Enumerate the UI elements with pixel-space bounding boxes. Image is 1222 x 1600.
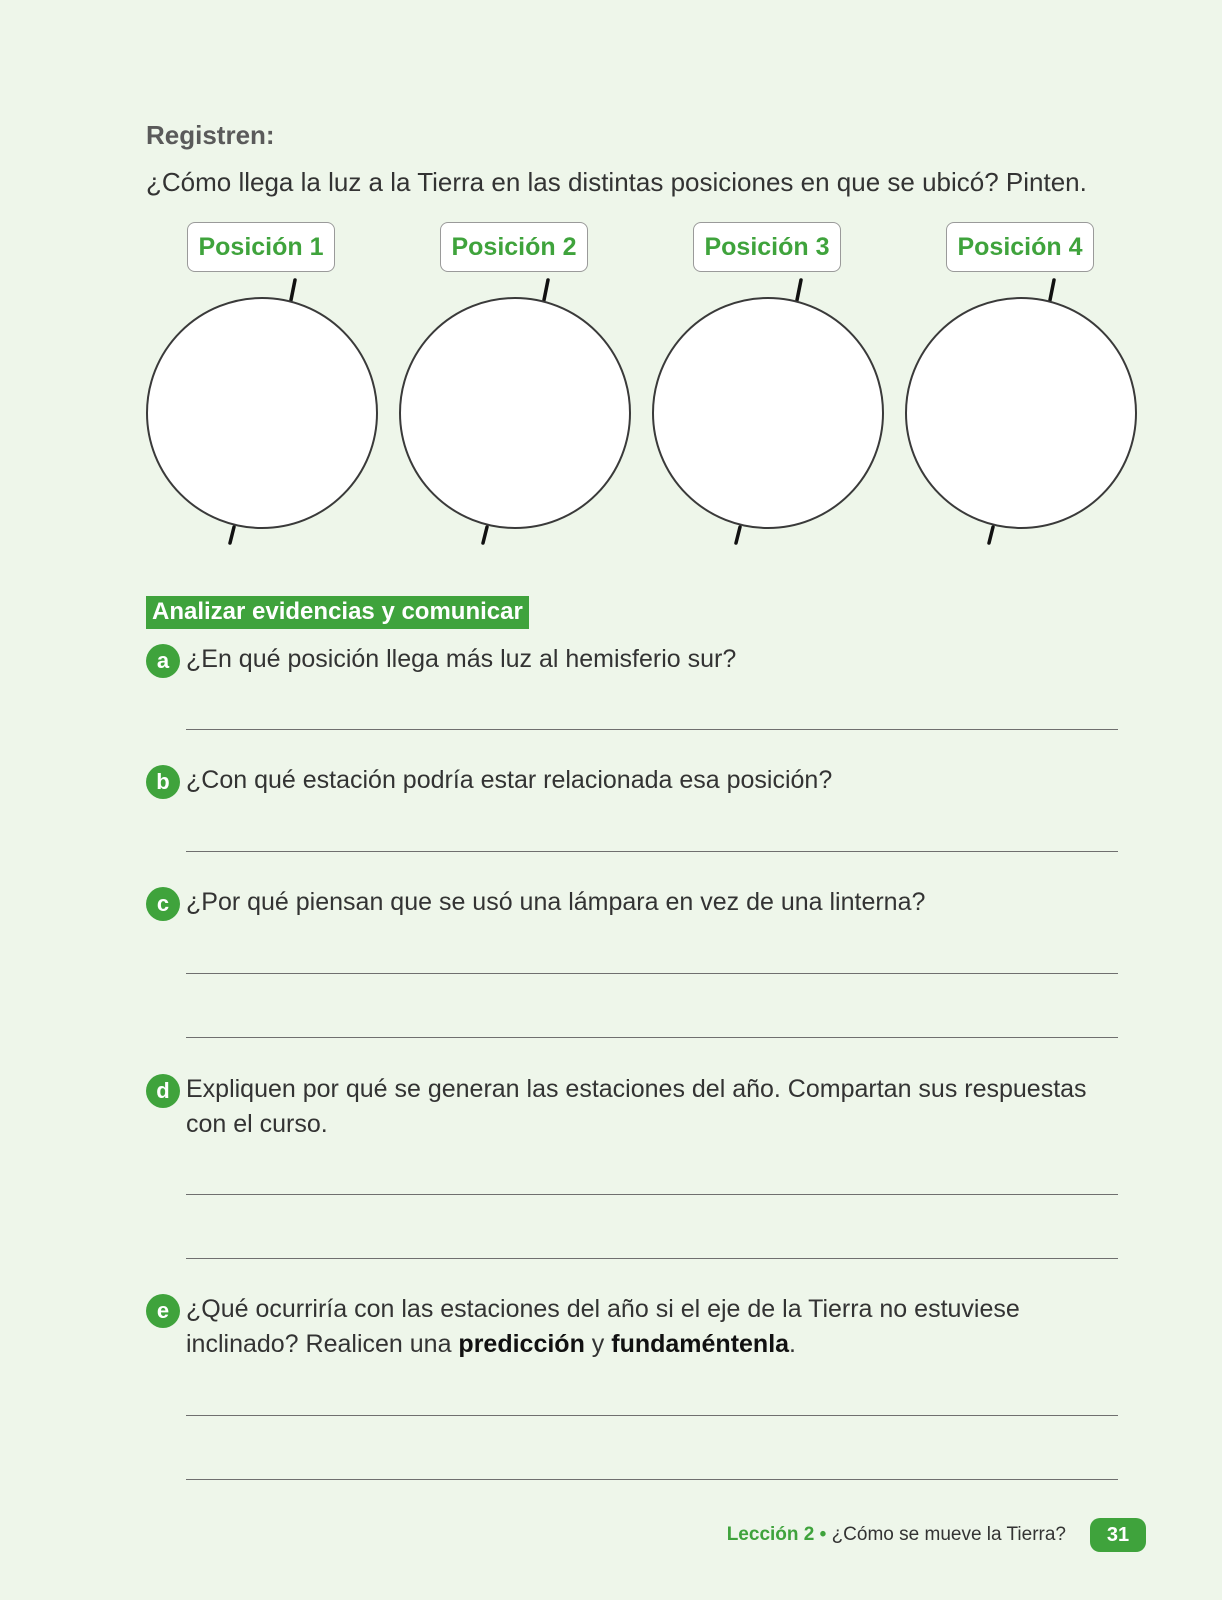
- position-label-4: Posición 4: [946, 222, 1094, 272]
- question-a-badge: a: [146, 644, 180, 678]
- question-d-text: Expliquen por qué se generan las estaciones del año. Compartan sus respuestas con el curso.: [186, 1075, 1087, 1138]
- answer-line-d1[interactable]: [186, 1194, 1118, 1195]
- footer-lesson-name: Lección 2: [726, 1524, 815, 1545]
- position-label-3: Posición 3: [693, 222, 841, 272]
- answer-line-a1[interactable]: [186, 729, 1118, 730]
- answer-line-c1[interactable]: [186, 973, 1118, 974]
- question-c-badge: c: [146, 887, 180, 921]
- footer-lesson: [727, 1524, 1066, 1546]
- question-e-keyword-fundamentenla: fundaméntenla: [611, 1330, 790, 1358]
- globe-1-circle: [147, 298, 377, 528]
- question-b-badge: b: [146, 765, 180, 799]
- question-b-text: ¿Con qué estación podría estar relacionada esa posición?: [186, 766, 833, 794]
- position-label-2: Posición 2: [440, 222, 588, 272]
- globe-2-axis-bottom: [483, 527, 487, 543]
- section-banner: Analizar evidencias y comunicar: [146, 596, 529, 629]
- globe-2-axis-top: [544, 280, 548, 300]
- globe-1-axis-top: [291, 280, 295, 300]
- globe-2-circle: [400, 298, 630, 528]
- question-e-text-mid: y: [591, 1330, 605, 1358]
- globe-1-axis-bottom: [230, 527, 234, 543]
- question-e-text: [186, 1292, 1126, 1362]
- question-a-text: ¿En qué posición llega más luz al hemisferio sur?: [186, 645, 737, 673]
- globe-4-axis-top: [1050, 280, 1054, 300]
- answer-line-c2[interactable]: [186, 1037, 1118, 1038]
- question-e-badge: e: [146, 1294, 180, 1328]
- question-e-text-end: .: [789, 1330, 796, 1358]
- earth-globe-3[interactable]: [653, 280, 883, 543]
- globe-3-circle: [653, 298, 883, 528]
- question-e-text-start: ¿Qué ocurriría con las estaciones del año si el eje de la Tierra no estuviese inclinado? Realicen una: [186, 1295, 1020, 1358]
- main-question: ¿Cómo llega la luz a la Tierra en las distintas posiciones en que se ubicó? Pinten.: [146, 167, 1087, 197]
- question-e-keyword-prediccion: predicción: [458, 1330, 585, 1358]
- earth-globe-2[interactable]: [400, 280, 630, 543]
- answer-line-e1[interactable]: [186, 1415, 1118, 1416]
- earth-globe-1[interactable]: [147, 280, 377, 543]
- globe-4-axis-bottom: [989, 527, 993, 543]
- question-d-badge: d: [146, 1074, 180, 1108]
- earth-globe-4[interactable]: [906, 280, 1136, 543]
- footer-lesson-title: ¿Cómo se mueve la Tierra?: [831, 1524, 1066, 1545]
- question-c-text: ¿Por qué piensan que se usó una lámpara en vez de una linterna?: [186, 888, 926, 916]
- answer-line-b1[interactable]: [186, 851, 1118, 852]
- footer-separator: •: [819, 1524, 827, 1545]
- position-label-1: Posición 1: [187, 222, 335, 272]
- earth-globes: [0, 0, 1222, 560]
- page-number: 31: [1090, 1518, 1146, 1552]
- globe-4-circle: [906, 298, 1136, 528]
- globe-3-axis-bottom: [736, 527, 740, 543]
- answer-line-d2[interactable]: [186, 1258, 1118, 1259]
- answer-line-e2[interactable]: [186, 1479, 1118, 1480]
- registren-heading: Registren:: [146, 120, 275, 150]
- globe-3-axis-top: [797, 280, 801, 300]
